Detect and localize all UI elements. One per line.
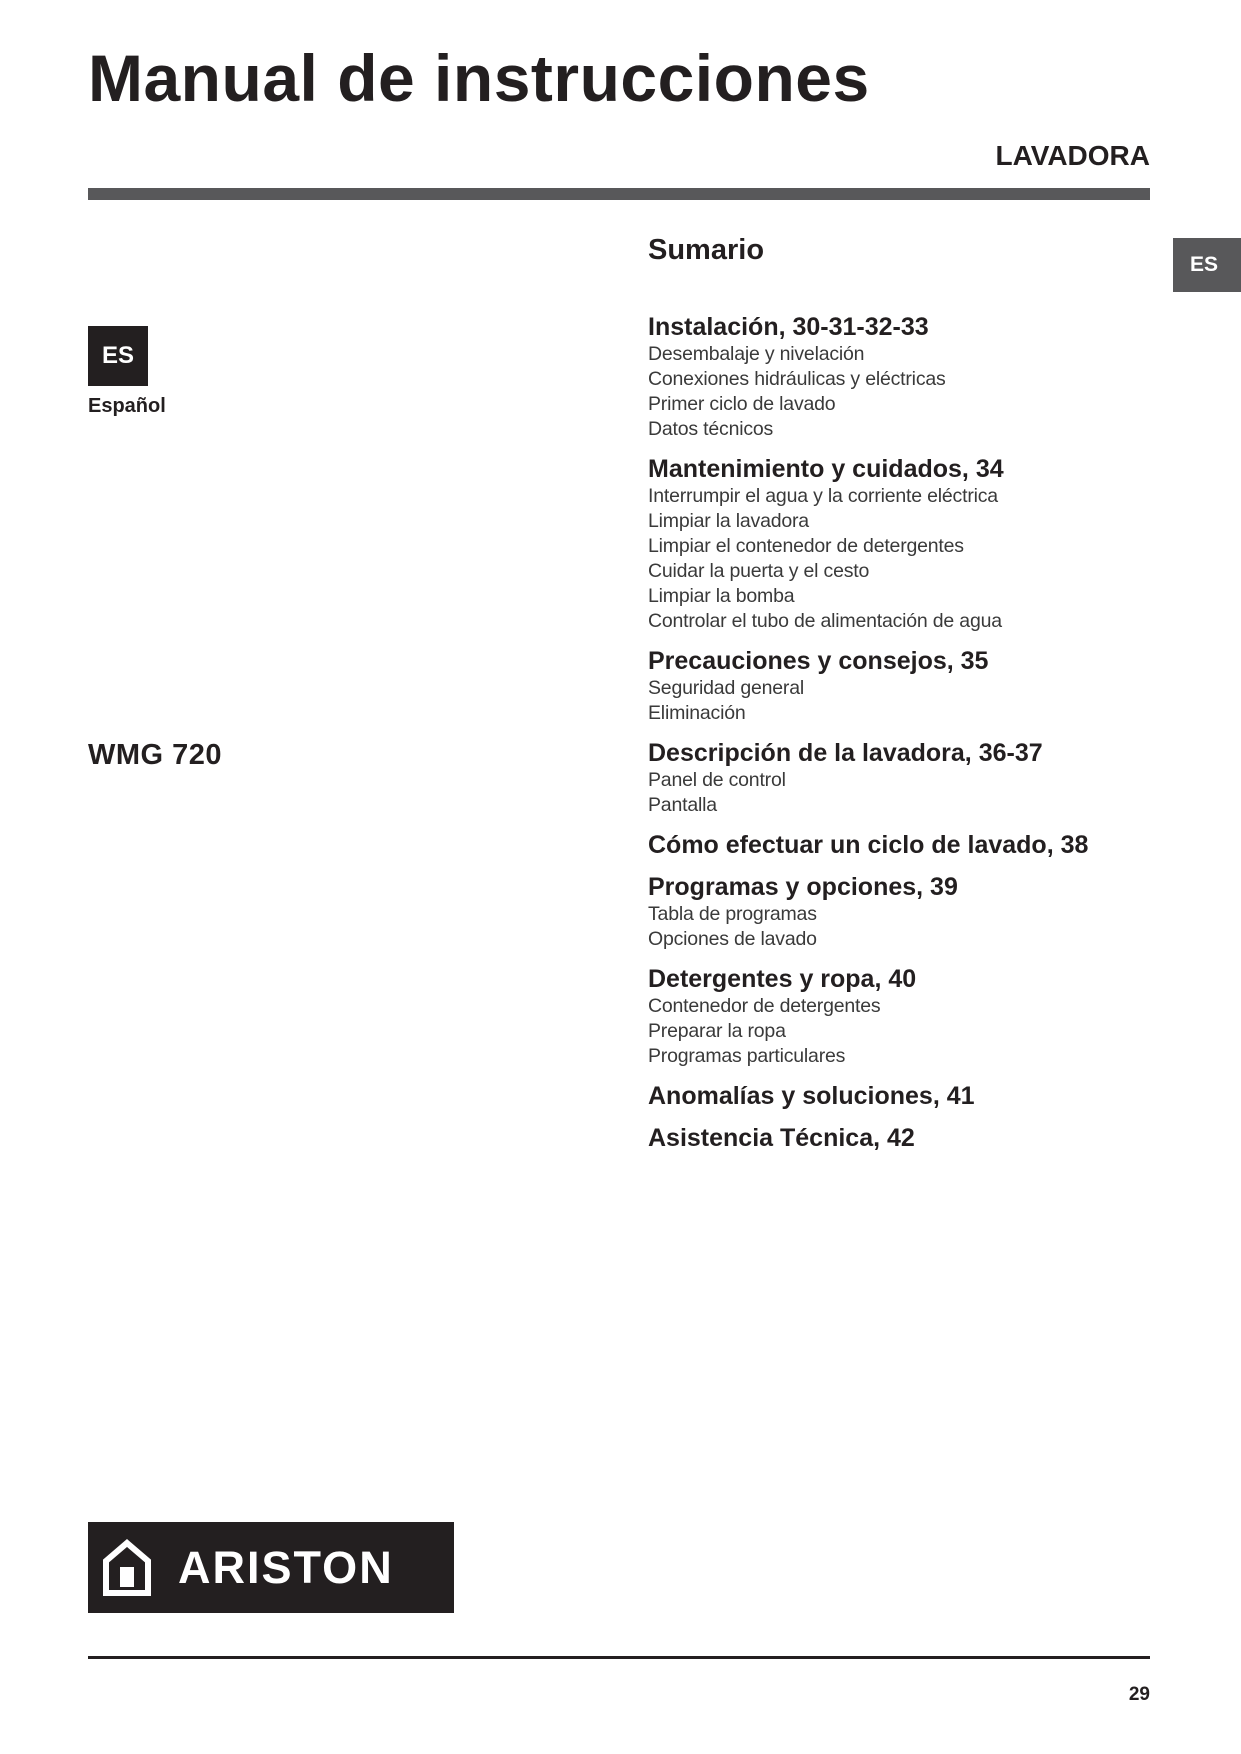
toc-subitem: Conexiones hidráulicas y eléctricas bbox=[648, 368, 946, 390]
toc-subitem: Preparar la ropa bbox=[648, 1020, 786, 1042]
toc-subitem: Datos técnicos bbox=[648, 418, 774, 440]
toc-section-title: Mantenimiento y cuidados, 34 bbox=[648, 455, 1004, 483]
language-code-badge: ES bbox=[88, 326, 148, 386]
toc-subitem: Programas particulares bbox=[648, 1045, 846, 1067]
ariston-logo bbox=[88, 1522, 454, 1613]
brand-name: ARISTON bbox=[178, 1541, 394, 1593]
toc-section bbox=[648, 1081, 1168, 1111]
toc-section bbox=[648, 312, 1168, 442]
toc-subitem: Panel de control bbox=[648, 769, 786, 791]
toc-section-title: Detergentes y ropa, 40 bbox=[648, 965, 917, 993]
toc-subitem: Seguridad general bbox=[648, 677, 804, 699]
toc-subitem: Tabla de programas bbox=[648, 903, 817, 925]
toc-subitem: Eliminación bbox=[648, 702, 746, 724]
toc-subitem: Controlar el tubo de alimentación de agua bbox=[648, 610, 1002, 632]
toc-subitem: Limpiar la lavadora bbox=[648, 510, 809, 532]
language-side-tab: ES bbox=[1173, 238, 1241, 292]
header-rule bbox=[88, 188, 1150, 200]
toc-section bbox=[648, 646, 1168, 726]
toc-section-title: Anomalías y soluciones, 41 bbox=[648, 1082, 975, 1110]
toc-subitem: Pantalla bbox=[648, 794, 717, 816]
language-name: Español bbox=[88, 395, 166, 417]
toc-section-title: Programas y opciones, 39 bbox=[648, 873, 958, 901]
toc-section bbox=[648, 964, 1168, 1069]
toc-section bbox=[648, 1123, 1168, 1153]
toc-subitem: Primer ciclo de lavado bbox=[648, 393, 836, 415]
toc-section bbox=[648, 830, 1168, 860]
table-of-contents bbox=[648, 312, 1168, 1165]
toc-section-title: Precauciones y consejos, 35 bbox=[648, 647, 989, 675]
page-number: 29 bbox=[1128, 1684, 1150, 1705]
toc-subitem: Limpiar la bomba bbox=[648, 585, 795, 607]
toc-section bbox=[648, 738, 1168, 818]
toc-section bbox=[648, 454, 1168, 634]
product-type: LAVADORA bbox=[995, 140, 1150, 171]
document-title: Manual de instrucciones bbox=[88, 41, 870, 115]
house-icon bbox=[102, 1539, 152, 1597]
toc-section bbox=[648, 872, 1168, 952]
model-number: WMG 720 bbox=[88, 739, 223, 771]
toc-section-title: Cómo efectuar un ciclo de lavado, 38 bbox=[648, 831, 1089, 859]
toc-heading: Sumario bbox=[648, 234, 765, 266]
footer-rule bbox=[88, 1656, 1150, 1659]
toc-subitem: Opciones de lavado bbox=[648, 928, 817, 950]
toc-subitem: Cuidar la puerta y el cesto bbox=[648, 560, 870, 582]
toc-subitem: Desembalaje y nivelación bbox=[648, 343, 865, 365]
toc-section-title: Descripción de la lavadora, 36-37 bbox=[648, 739, 1043, 767]
toc-subitem: Limpiar el contenedor de detergentes bbox=[648, 535, 964, 557]
toc-section-title: Asistencia Técnica, 42 bbox=[648, 1124, 915, 1152]
toc-subitem: Contenedor de detergentes bbox=[648, 995, 881, 1017]
toc-subitem: Interrumpir el agua y la corriente eléctrica bbox=[648, 485, 998, 507]
toc-section-title: Instalación, 30-31-32-33 bbox=[648, 313, 929, 341]
